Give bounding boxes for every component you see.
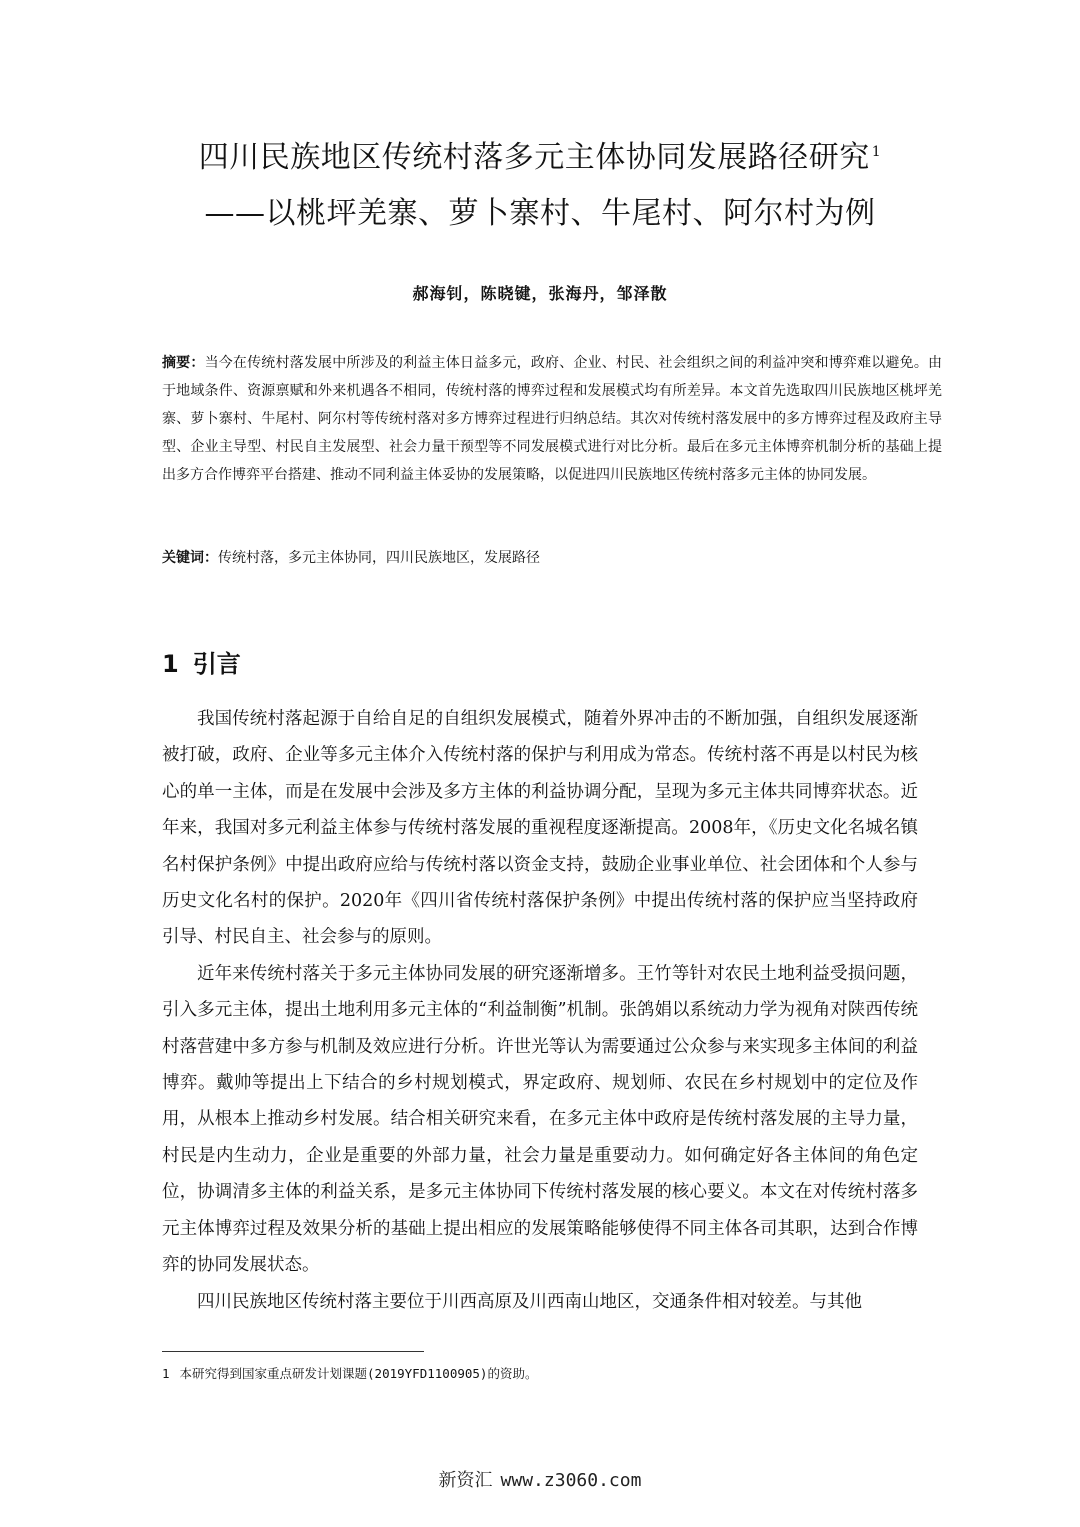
title-block [90, 124, 990, 242]
footnote [162, 1363, 537, 1385]
section-title: 引言 [192, 650, 241, 678]
abstract-label: 摘要： [162, 355, 205, 371]
abstract [162, 349, 942, 489]
footnote-number: 1 [162, 1366, 170, 1381]
paper-title-text: 四川民族地区传统村落多元主体协同发展路径研究 [198, 140, 870, 175]
watermark-site: 新资汇 [438, 1470, 493, 1491]
footnote-text: 本研究得到国家重点研发计划课题(2019YFD1100905)的资助。 [179, 1366, 538, 1381]
abstract-text: 当今在传统村落发展中所涉及的利益主体日益多元，政府、企业、村民、社会组织之间的利益冲突和博弈难以避免。由于地域条件、资源禀赋和外来机遇各不相同，传统村落的博弈过程和发展模式均有所差异。本文首先选取四川民族地区桃坪羌寨、萝卜寨村、牛尾村、阿尔村等传统村落对多方博弈过程进行归纳总结。其次对传统村落发展中的多方博弈过程及政府主导型、企业主导型、村民自主发展型、社会力量干预型等不同发展模式进行对比分析。最后在多元主体博弈机制分析的基础上提出多方合作博弈平台搭建、推动不同利益主体妥协的发展策略，以促进四川民族地区传统村落多元主体的协同发展。 [162, 355, 943, 483]
body-text [162, 701, 918, 1320]
keywords-label: 关键词： [162, 550, 218, 566]
keywords [162, 544, 942, 572]
watermark [0, 1466, 1080, 1492]
title-footnote-marker[interactable]: 1 [871, 144, 882, 160]
paragraph: 四川民族地区传统村落主要位于川西高原及川西南山地区，交通条件相对较差。与其他 [197, 1291, 862, 1312]
paragraph: 近年来传统村落关于多元主体协同发展的研究逐渐增多。王竹等针对农民土地利益受损问题，引入多元主体，提出土地利用多元主体的“利益制衡”机制。张鸽娟以系统动力学为视角对陕西传统村落营建中多方参与机制及效应进行分析。许世光等认为需要通过公众参与来实现多主体间的利益博弈。戴帅等提出上下结合的乡村规划模式，界定政府、规划师、农民在乡村规划中的定位及作用，从根本上推动乡村发展。结合相关研究来看，在多元主体中政府是传统村落发展的主导力量，村民是内生动力，企业是重要的外部力量，社会力量是重要动力。如何确定好各主体间的角色定位，协调清多主体的利益关系，是多元主体协同下传统村落发展的核心要义。本文在对传统村落多元主体博弈过程及效果分析的基础上提出相应的发展策略能够使得不同主体各司其职，达到合作博弈的协同发展状态。 [162, 963, 918, 1276]
paper-title [90, 124, 990, 186]
paragraph: 我国传统村落起源于自给自足的自组织发展模式，随着外界冲击的不断加强，自组织发展逐渐被打破，政府、企业等多元主体介入传统村落的保护与利用成为常态。传统村落不再是以村民为核心的单一主体，而是在发展中会涉及多方主体的利益协调分配，呈现为多元主体共同博弈状态。近年来，我国对多元利益主体参与传统村落发展的重视程度逐渐提高。2008年，《历史文化名城名镇名村保护条例》中提出政府应给与传统村落以资金支持，鼓励企业事业单位、社会团体和个人参与历史文化名村的保护。2020年《四川省传统村落保护条例》中提出传统村落的保护应当坚持政府引导、村民自主、社会参与的原则。 [162, 709, 918, 948]
section-number: 1 [162, 650, 179, 678]
watermark-url[interactable]: www.z3060.com [500, 1470, 642, 1491]
paper-subtitle: ——以桃坪羌寨、萝卜寨村、牛尾村、阿尔村为例 [204, 196, 876, 231]
footnote-divider [162, 1351, 424, 1352]
author-list: 郝海钊，陈晓键，张海丹，邹泽散 [412, 284, 668, 303]
section-heading [162, 646, 241, 682]
keywords-text: 传统村落，多元主体协同，四川民族地区，发展路径 [218, 550, 540, 566]
